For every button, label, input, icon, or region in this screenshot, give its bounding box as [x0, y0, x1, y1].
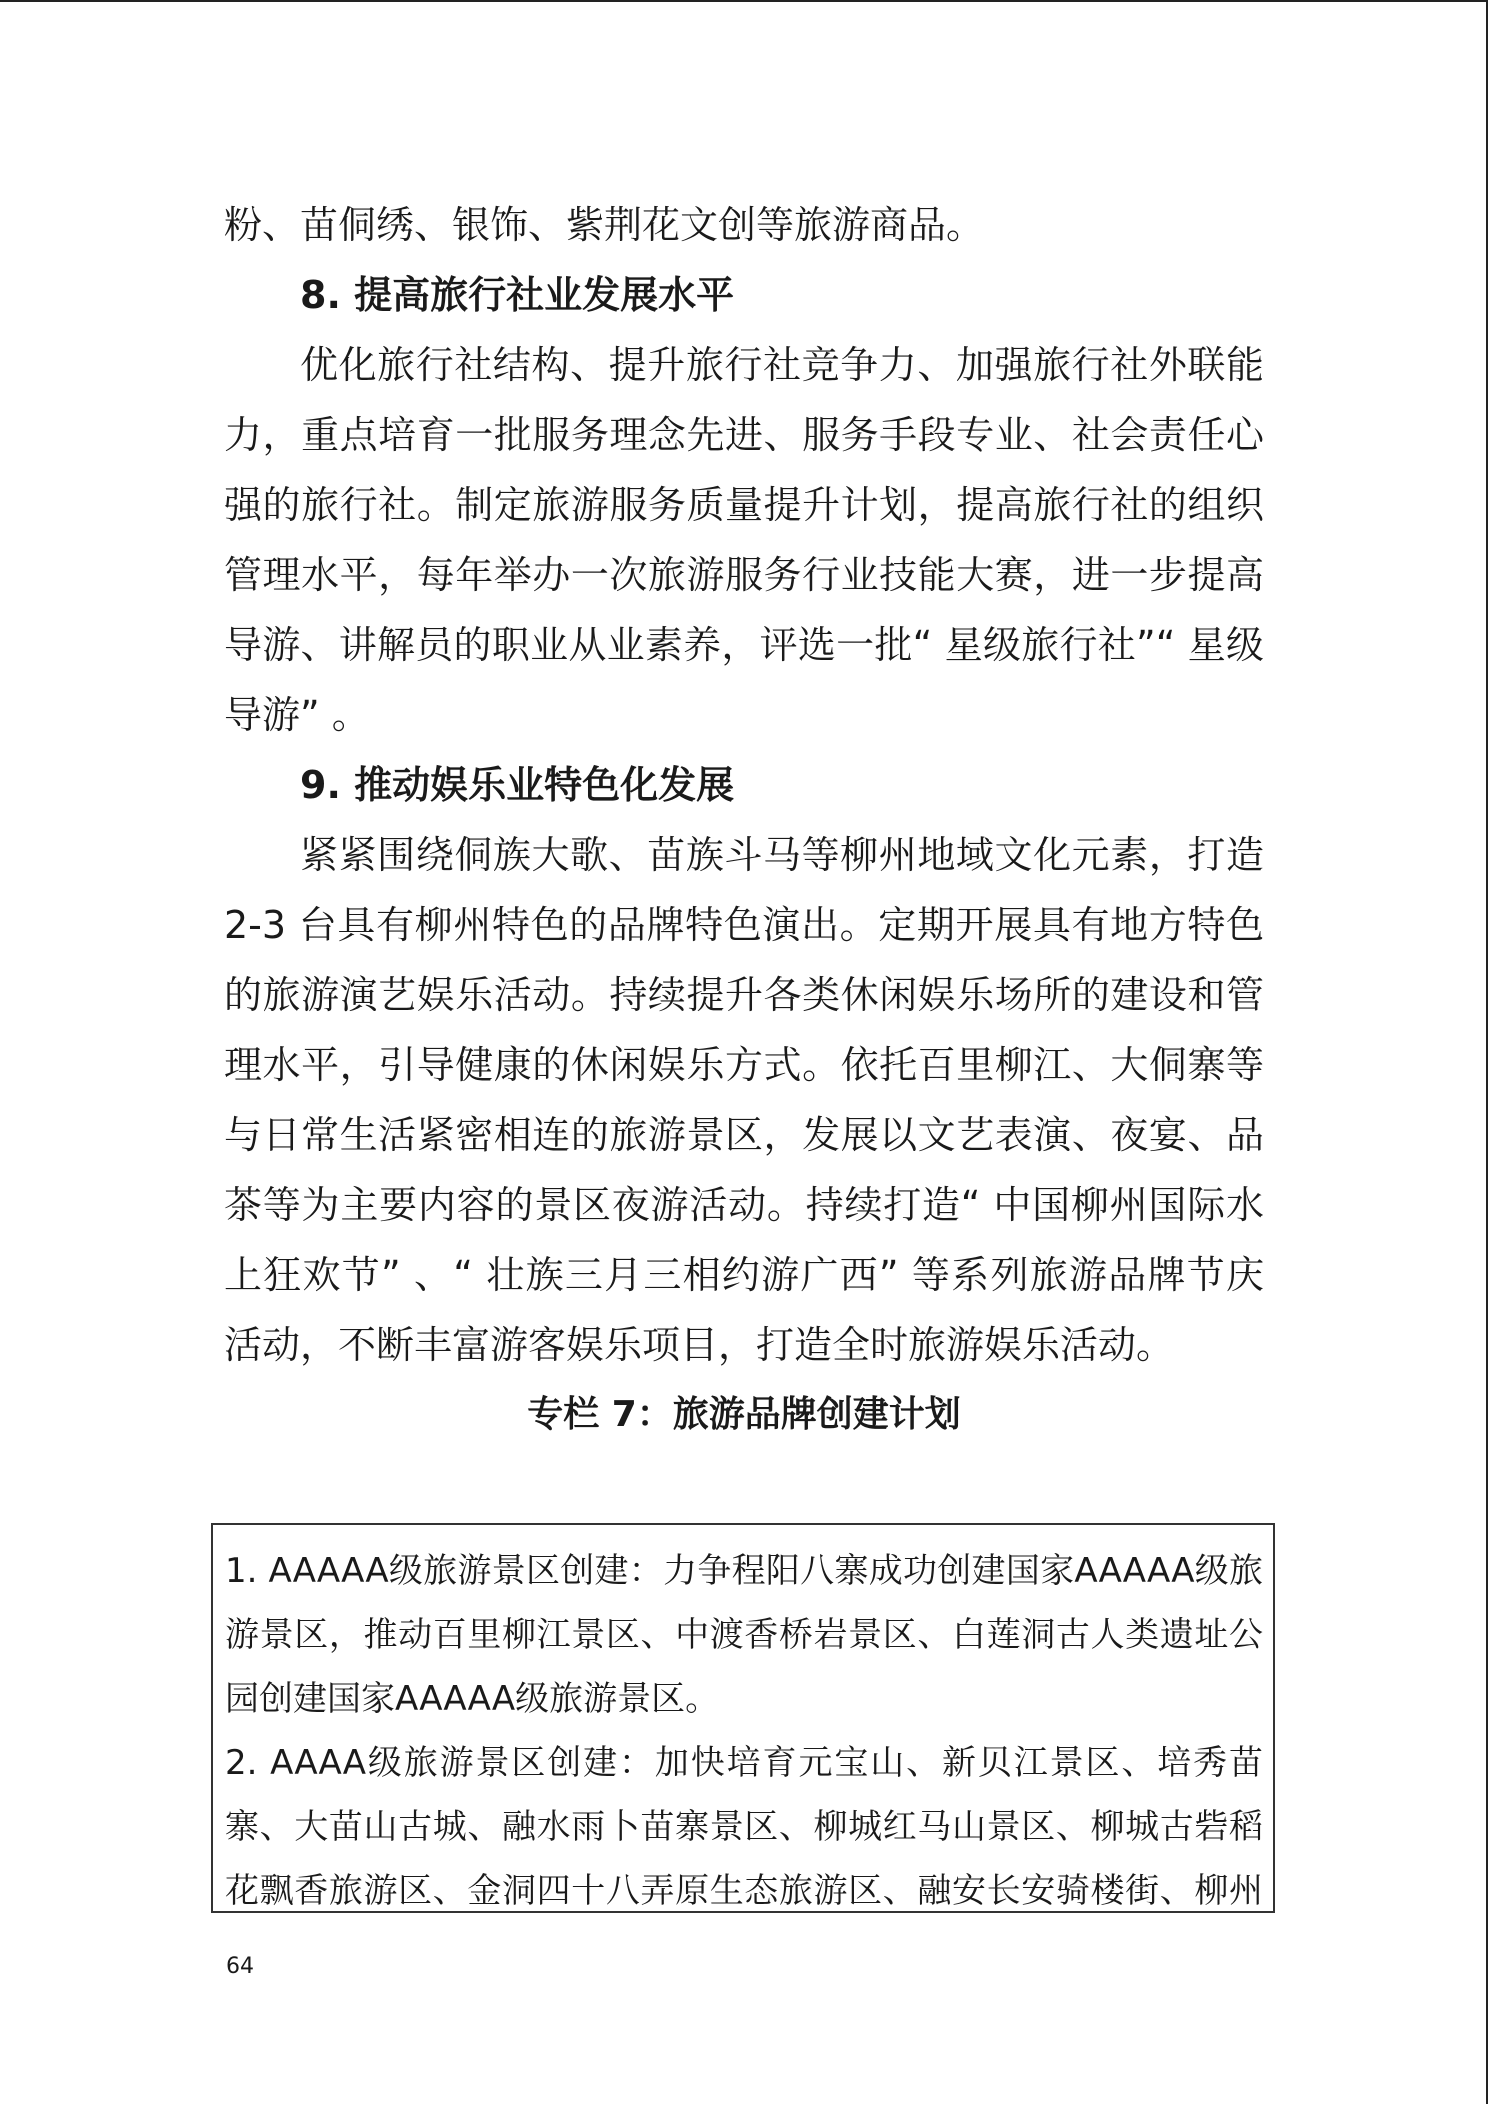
page-frame-top — [0, 0, 1488, 2]
page-number: 64 — [226, 1954, 254, 1979]
column-box — [211, 1523, 1275, 1913]
paragraph-entertainment: 紧紧围绕侗族大歌、苗族斗马等柳州地域文化元素，打造 2-3 台具有柳州特色的品牌特色演出。定期开展具有地方特色的旅游演艺娱乐活动。持续提升各类休闲娱乐场所的建设和管理水平，引导健康的休闲娱乐方式。依托百里柳江、大侗寨等与日常生活紧密相连的旅游景区，发展以文艺表演、夜宴、品茶等为主要内容的景区夜游活动。持续打造“ 中国柳州国际水上狂欢节” 、“ 壮族三月三相约游广西” 等系列旅游品牌节庆活动，不断丰富游客娱乐项目，打造全时旅游娱乐活动。 — [224, 833, 1264, 1367]
section-heading-9: 9. 推动娱乐业特色化发展 — [300, 763, 735, 807]
section-heading-8: 8. 提高旅行社业发展水平 — [300, 273, 735, 317]
column-title: 专栏 7：旅游品牌创建计划 — [527, 1394, 961, 1435]
column-item-1: 1. AAAAA级旅游景区创建：力争程阳八寨成功创建国家AAAAA级旅游景区，推动百里柳江景区、中渡香桥岩景区、白莲洞古人类遗址公园创建国家AAAAA级旅游景区。 — [225, 1551, 1263, 1719]
paragraph-continuation: 粉、苗侗绣、银饰、紫荆花文创等旅游商品。 — [224, 203, 985, 247]
document-body — [224, 190, 1264, 1450]
column-item-2: 2. AAAA级旅游景区创建：加快培育元宝山、新贝江景区、培秀苗寨、大苗山古城、融水雨卜苗寨景区、柳城红马山景区、柳城古砦稻花飘香旅游区、金洞四十八弄原生态旅游区、融安长安骑楼街、柳州 — [225, 1743, 1263, 1911]
paragraph-travel-agency: 优化旅行社结构、提升旅行社竞争力、加强旅行社外联能力，重点培育一批服务理念先进、服务手段专业、社会责任心强的旅行社。制定旅游服务质量提升计划，提高旅行社的组织管理水平，每年举办一次旅游服务行业技能大赛，进一步提高导游、讲解员的职业从业素养，评选一批“ 星级旅行社”“ 星级导游” 。 — [224, 343, 1264, 737]
